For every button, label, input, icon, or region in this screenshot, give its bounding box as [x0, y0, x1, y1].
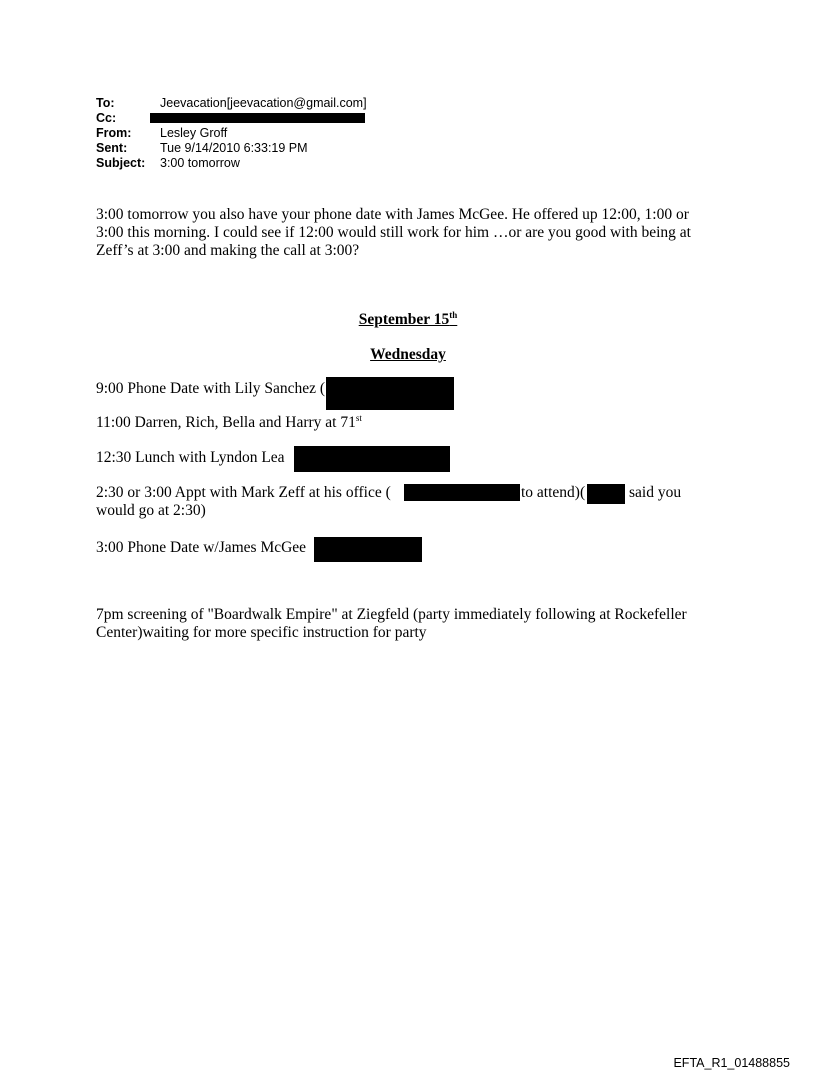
schedule-item-1: 9:00 Phone Date with Lily Sanchez ( [96, 380, 326, 397]
subject-value: 3:00 tomorrow [160, 156, 240, 170]
email-header [0, 96, 816, 176]
cc-row [0, 111, 816, 126]
sent-value: Tue 9/14/2010 6:33:19 PM [160, 141, 308, 155]
to-label: To: [96, 96, 115, 110]
item4-redaction-2 [587, 484, 625, 504]
item5-redaction [314, 537, 422, 562]
cc-label: Cc: [96, 111, 117, 125]
date-heading [0, 311, 816, 329]
item1-redaction [326, 377, 454, 410]
to-row [0, 96, 816, 111]
schedule-item-4a: 2:30 or 3:00 Appt with Mark Zeff at his office ( [96, 484, 391, 501]
intro-line-2: 3:00 this morning. I could see if 12:00 would still work for him …or are you good with being at [96, 224, 691, 241]
from-value: Lesley Groff [160, 126, 228, 140]
cc-redaction [150, 113, 365, 123]
intro-line-1: 3:00 tomorrow you also have your phone date with James McGee. He offered up 12:00, 1:00 or [96, 206, 689, 223]
screening-line-1: 7pm screening of "Boardwalk Empire" at Ziegfeld (party immediately following at Rockefeller [96, 606, 687, 623]
schedule-item-4-line2: would go at 2:30) [96, 502, 206, 519]
item4-redaction-1 [404, 484, 520, 501]
sent-label: Sent: [96, 141, 128, 155]
day-heading: Wednesday [370, 346, 446, 363]
subject-label: Subject: [96, 156, 146, 170]
to-value: Jeevacation[jeevacation@gmail.com] [160, 96, 367, 110]
schedule-item-3: 12:30 Lunch with Lyndon Lea [96, 449, 285, 466]
date-main: September 15 [358, 311, 450, 328]
schedule-item-2 [96, 414, 362, 431]
schedule-item-5: 3:00 Phone Date w/James McGee [96, 539, 307, 556]
sent-row [0, 141, 816, 156]
document-id: EFTA_R1_01488855 [673, 1056, 790, 1070]
date-suffix: th [449, 309, 458, 320]
item2-text: 11:00 Darren, Rich, Bella and Harry at 71 [96, 414, 356, 431]
from-label: From: [96, 126, 132, 140]
item2-suffix: st [355, 412, 362, 423]
schedule-item-4c: said you [629, 484, 682, 501]
schedule-item-4b: to attend)( [521, 484, 586, 501]
screening-line-2: Center)waiting for more specific instruction for party [96, 624, 427, 641]
from-row [0, 126, 816, 141]
subject-row [0, 156, 816, 171]
item3-redaction [294, 446, 450, 472]
intro-line-3: Zeff’s at 3:00 and making the call at 3:00? [96, 242, 360, 259]
